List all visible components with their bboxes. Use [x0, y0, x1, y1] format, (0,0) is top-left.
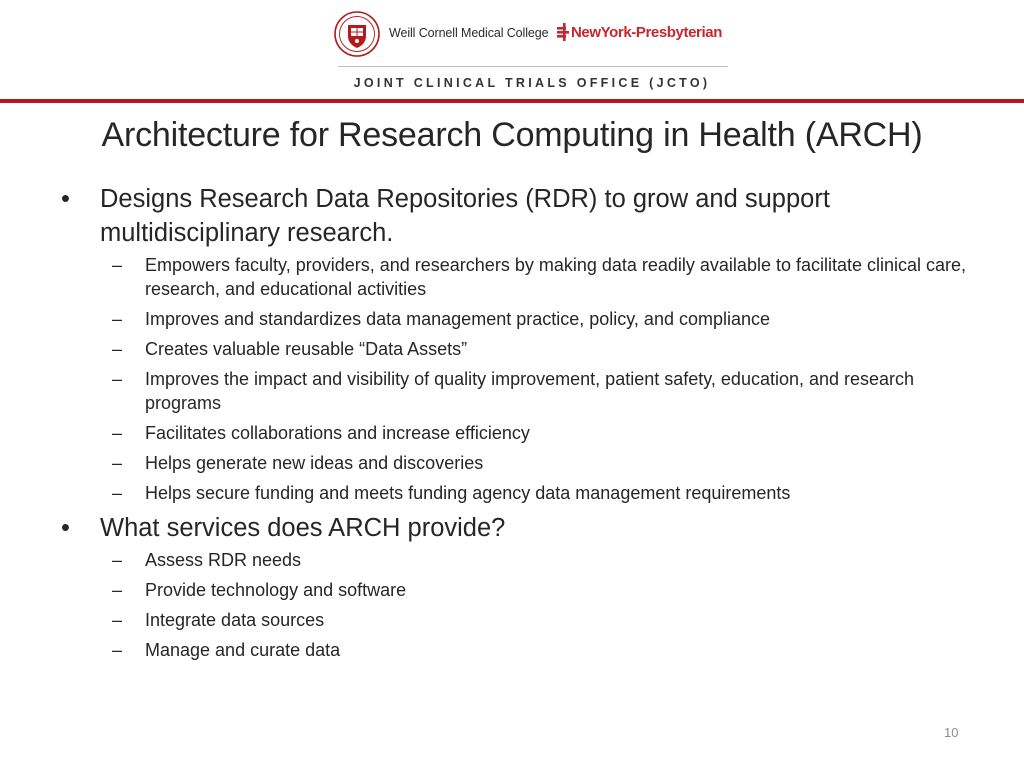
bullet-text: What services does ARCH provide?	[100, 514, 506, 542]
sub-bullet-item	[0, 481, 1024, 505]
sub-bullet-item	[0, 578, 1024, 602]
sub-bullet-text: Empowers faculty, providers, and researchers by making data readily available to facilitate clinical care, research, and educational activities	[145, 255, 967, 299]
sub-bullet-text: Integrate data sources	[145, 610, 325, 630]
sub-bullet-item	[0, 337, 1024, 361]
sub-bullet-text: Facilitates collaborations and increase efficiency	[145, 423, 530, 443]
page-number: 10	[944, 725, 959, 740]
slide-title: Architecture for Research Computing in Health (ARCH)	[101, 116, 923, 154]
nyp-name: NewYork-Presbyterian	[571, 24, 722, 41]
bullet-text: Designs Research Data Repositories (RDR) to grow and support multidisciplinary research.	[100, 185, 830, 247]
sub-bullet-item	[0, 548, 1024, 572]
office-name: JOINT CLINICAL TRIALS OFFICE (JCTO)	[353, 76, 711, 90]
dash-icon: –	[112, 580, 123, 600]
sub-bullet-item	[0, 451, 1024, 475]
bullet-icon: •	[61, 514, 70, 542]
slide-body	[0, 182, 1024, 668]
bullet-item	[0, 182, 1024, 250]
sub-bullet-text: Improves the impact and visibility of quality improvement, patient safety, education, and research programs	[145, 369, 915, 413]
sub-bullet-text: Provide technology and software	[145, 580, 407, 600]
slide-header	[0, 0, 1024, 104]
sub-bullet-item	[0, 307, 1024, 331]
bullet-icon: •	[61, 185, 70, 213]
header-divider	[338, 66, 728, 67]
dash-icon: –	[112, 339, 123, 359]
accent-bar	[0, 99, 1024, 103]
sub-bullet-text: Improves and standardizes data management practice, policy, and compliance	[145, 309, 771, 329]
bullet-item	[0, 511, 1024, 545]
sub-bullet-item	[0, 253, 1024, 301]
sub-bullet-item	[0, 638, 1024, 662]
dash-icon: –	[112, 369, 123, 389]
sub-bullet-text: Manage and curate data	[145, 640, 341, 660]
dash-icon: –	[112, 255, 123, 275]
sub-bullet-item	[0, 367, 1024, 415]
sub-bullet-item	[0, 421, 1024, 445]
dash-icon: –	[112, 423, 123, 443]
sub-bullet-text: Creates valuable reusable “Data Assets”	[145, 339, 468, 359]
sub-bullet-text: Helps generate new ideas and discoveries	[145, 453, 484, 473]
dash-icon: –	[112, 483, 123, 503]
cornell-seal-icon	[334, 11, 380, 57]
dash-icon: –	[112, 550, 123, 570]
sub-bullet-item	[0, 608, 1024, 632]
dash-icon: –	[112, 610, 123, 630]
wcmc-name: Weill Cornell Medical College	[389, 26, 549, 40]
dash-icon: –	[112, 309, 123, 329]
dash-icon: –	[112, 453, 123, 473]
sub-bullet-text: Assess RDR needs	[145, 550, 302, 570]
nyp-logo-icon	[557, 23, 571, 41]
dash-icon: –	[112, 640, 123, 660]
sub-bullet-text: Helps secure funding and meets funding agency data management requirements	[145, 483, 791, 503]
